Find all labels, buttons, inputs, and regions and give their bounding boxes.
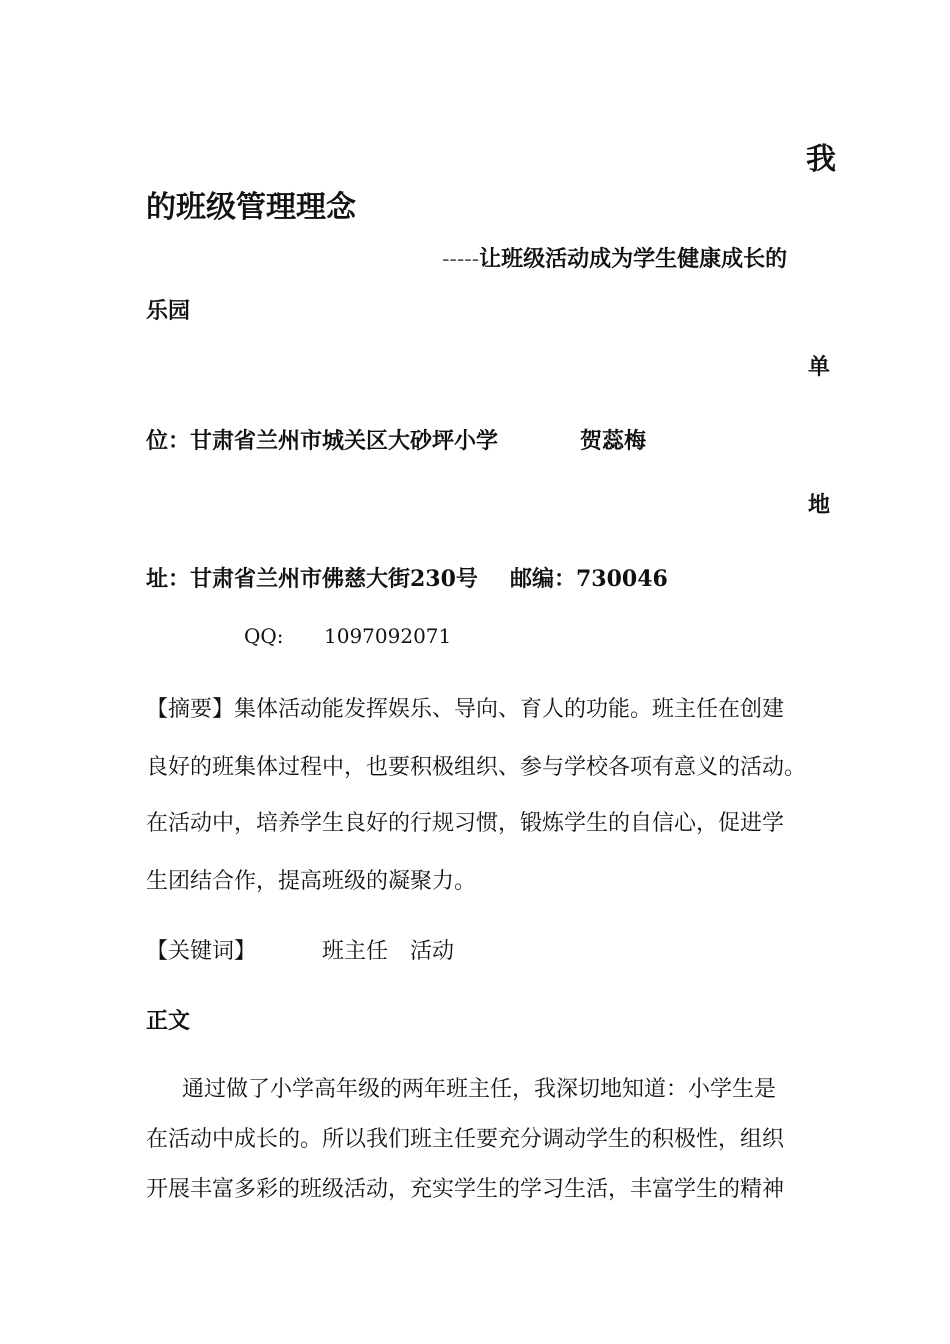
abstract-line-3: 在活动中，培养学生良好的行规习惯，锻炼学生的自信心，促进学 — [146, 811, 785, 836]
qq-label: QQ: — [244, 624, 284, 648]
body-line-1: 通过做了小学高年级的两年班主任，我深切地知道：小学生是 — [182, 1077, 777, 1102]
abstract-line-2: 良好的班集体过程中，也要积极组织、参与学校各项有意义的活动。 — [146, 755, 807, 780]
subtitle-line2: 乐园 — [146, 298, 191, 324]
postcode: 邮编：730046 — [510, 566, 668, 592]
subtitle-text: 让班级活动成为学生健康成长的 — [479, 246, 788, 272]
address-line: 址：甘肃省兰州市佛慈大街230号 — [146, 566, 478, 592]
unit-first-char: 单 — [808, 354, 831, 380]
unit-line: 位：甘肃省兰州市城关区大砂坪小学 — [146, 428, 499, 454]
author-name: 贺蕊梅 — [580, 428, 647, 454]
subtitle-line1 — [442, 242, 787, 273]
abstract-line-1: 【摘要】集体活动能发挥娱乐、导向、育人的功能。班主任在创建 — [146, 697, 785, 722]
abstract-line-4: 生团结合作，提高班级的凝聚力。 — [146, 869, 477, 894]
subtitle-dashes: ----- — [442, 247, 480, 272]
keywords-words: 班主任 活动 — [322, 939, 455, 964]
body-heading: 正文 — [146, 1008, 191, 1034]
address-first-char: 地 — [808, 492, 831, 518]
page-title: 的班级管理理念 — [146, 190, 356, 225]
title-first-char: 我 — [806, 142, 836, 177]
body-line-3: 开展丰富多彩的班级活动，充实学生的学习生活，丰富学生的精神 — [146, 1177, 785, 1202]
keywords-label: 【关键词】 — [146, 939, 257, 964]
body-line-2: 在活动中成长的。所以我们班主任要充分调动学生的积极性，组织 — [146, 1127, 785, 1152]
qq-number: 1097092071 — [324, 624, 452, 648]
